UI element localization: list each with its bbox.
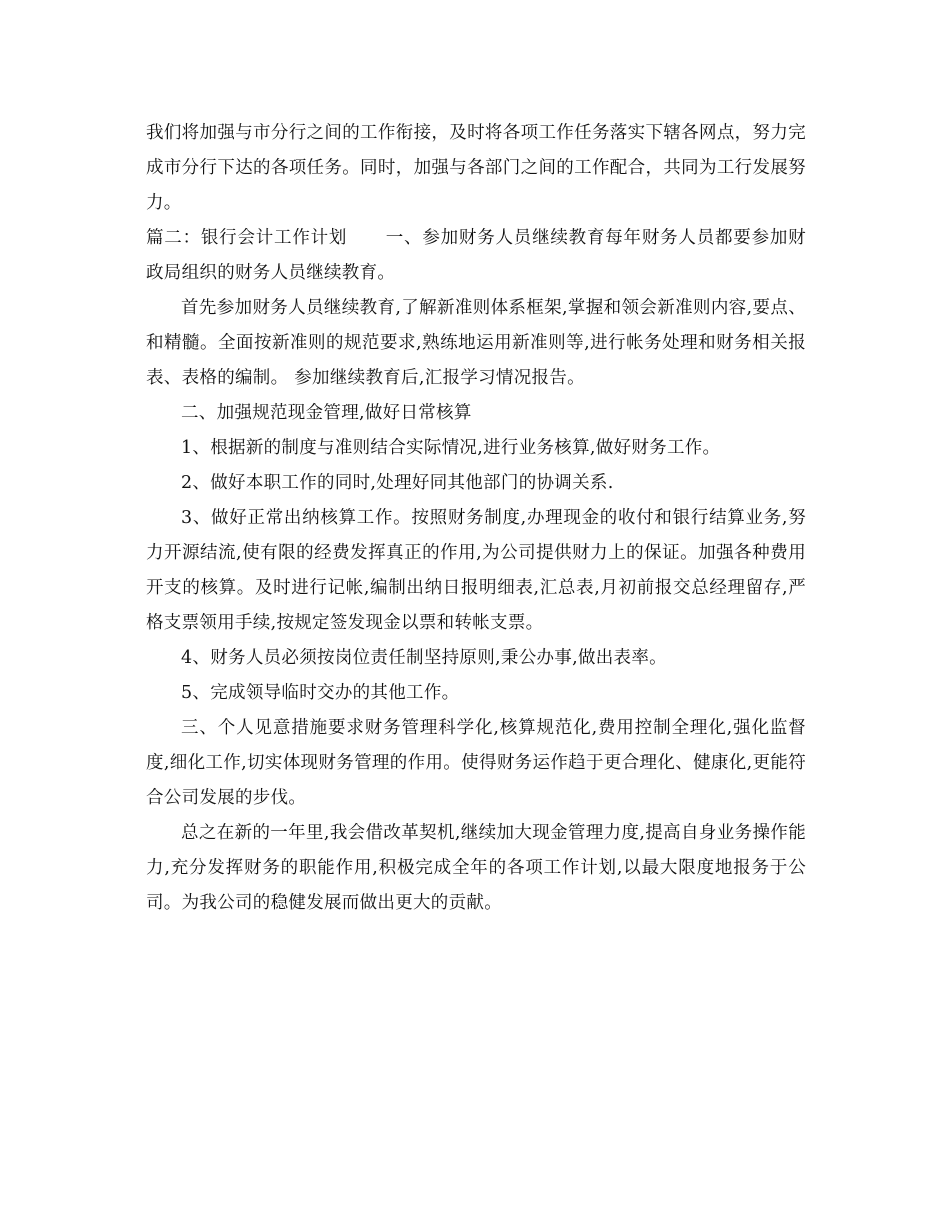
- list-item-2: 2、做好本职工作的同时,处理好同其他部门的协调关系.: [181, 473, 614, 493]
- paragraph-personal-suggestions: 三、个人见意措施要求财务管理科学化,核算规范化,费用控制全理化,强化监督度,细化工作,切实体现财务管理的作用。使得财务运作趋于更合理化、健康化,更能符合公司发展的步伐。: [146, 718, 806, 808]
- paragraph-education: 首先参加财务人员继续教育,了解新准则体系框架,掌握和领会新准则内容,要点、和精髓。全面按新准则的规范要求,熟练地运用新准则等,进行帐务处理和财务相关报表、表格的编制。 参加继续教育后,汇报学习情况报告。: [146, 298, 806, 388]
- section-two-text: 一、参加财务人员继续教育每年财务人员都要参加财政局组织的财务人员继续教育。: [146, 228, 806, 283]
- paragraph-intro: 我们将加强与市分行之间的工作衔接，及时将各项工作任务落实下辖各网点，努力完成市分行下达的各项任务。同时，加强与各部门之间的工作配合，共同为工行发展努力。: [146, 123, 806, 213]
- paragraph-conclusion: 总之在新的一年里,我会借改革契机,继续加大现金管理力度,提高自身业务操作能力,充分发挥财务的职能作用,积极完成全年的各项工作计划,以最大限度地报务于公司。为我公司的稳健发展而做出更大的贡献。: [146, 823, 806, 913]
- list-item-4: 4、财务人员必须按岗位责任制坚持原则,秉公办事,做出表率。: [181, 648, 667, 668]
- list-item-1: 1、根据新的制度与准则结合实际情况,进行业务核算,做好财务工作。: [181, 438, 721, 458]
- list-item-5: 5、完成领导临时交办的其他工作。: [181, 683, 460, 703]
- paragraph-section-two: [146, 221, 806, 291]
- list-item-3: 3、做好正常出纳核算工作。按照财务制度,办理现金的收付和银行结算业务,努力开源结流,使有限的经费发挥真正的作用,为公司提供财力上的保证。加强各种费用开支的核算。及时进行记帐,编制出纳日报明细表,汇总表,月初前报交总经理留存,严格支票领用手续,按规定签发现金以票和转帐支票。: [146, 508, 806, 633]
- paragraph-cash-management-heading: 二、加强规范现金管理,做好日常核算: [181, 403, 472, 423]
- section-heading: 篇二：银行会计工作计划: [146, 228, 348, 248]
- document-body: [146, 116, 806, 921]
